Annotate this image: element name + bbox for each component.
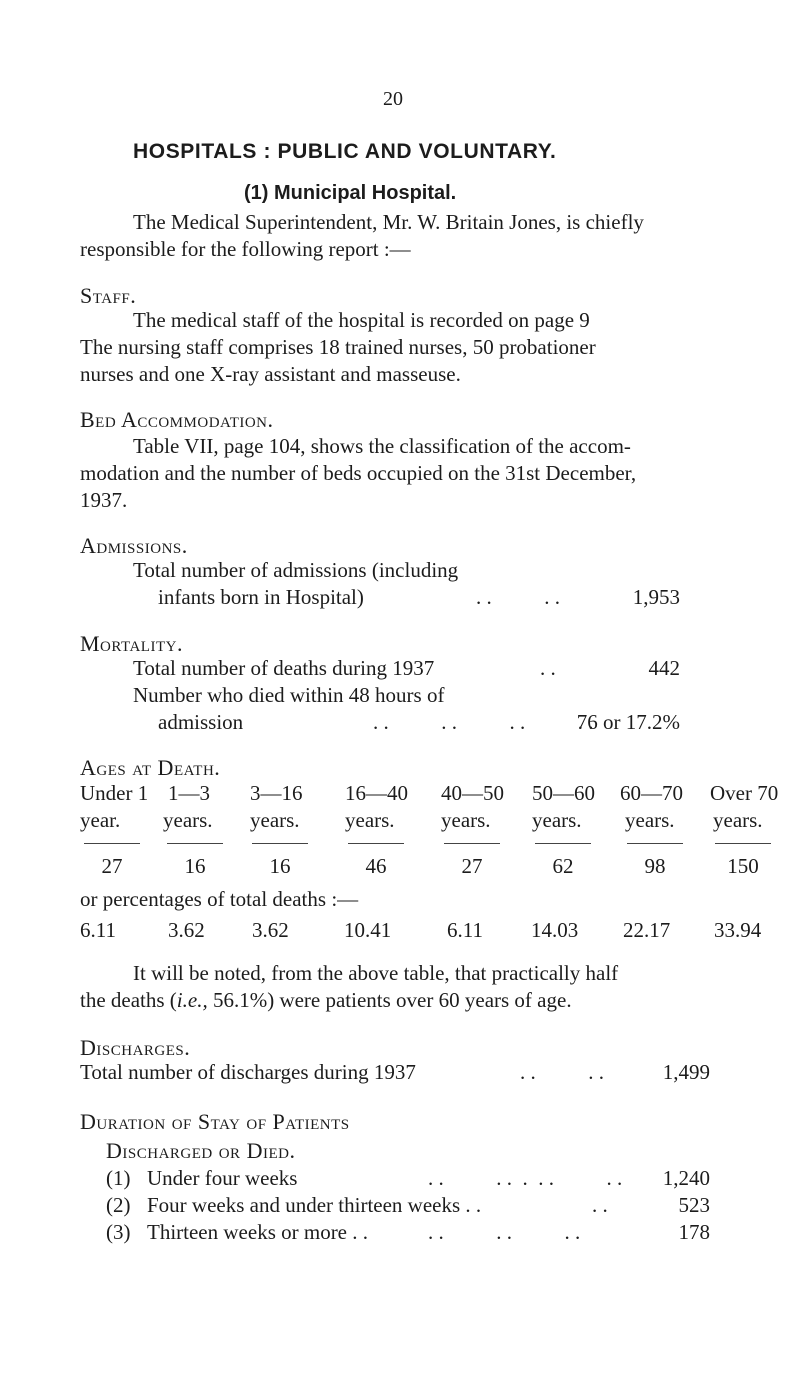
intro-line-1: The Medical Superintendent, Mr. W. Britain Jones, is chiefly	[133, 210, 644, 234]
age-group-0-bottom: year.	[80, 808, 121, 832]
staff-heading: Staff.	[80, 283, 137, 308]
note-line-2-end: 56.1%) were patients over 60 years of age.	[207, 988, 572, 1012]
bed-line-3: 1937.	[80, 488, 128, 512]
death-percentage: 10.41	[344, 918, 392, 942]
column-rule	[84, 843, 140, 844]
death-count: 150	[727, 854, 759, 878]
duration-heading: Duration of Stay of Patients	[80, 1109, 350, 1134]
admissions-heading: Admissions.	[80, 533, 188, 558]
duration-item-label: Thirteen weeks or more . .	[147, 1220, 369, 1244]
staff-line-3: nurses and one X-ray assistant and masseuse.	[80, 362, 461, 386]
admissions-label-1: Total number of admissions (including	[133, 558, 459, 582]
staff-line-2: The nursing staff comprises 18 trained nurses, 50 probationer	[80, 335, 596, 359]
intro-line-2: responsible for the following report :—	[80, 237, 411, 261]
discharges-dots: . . . .	[520, 1060, 604, 1084]
column-rule	[167, 843, 223, 844]
death-count: 16	[269, 854, 291, 878]
note-line-1: It will be noted, from the above table, that practically half	[133, 961, 619, 985]
death-counts-row	[0, 853, 800, 880]
within-48-dots: . . . . . . . .	[373, 710, 594, 734]
age-group-2-top: 3—16	[250, 781, 303, 805]
age-groups-top-row	[0, 780, 800, 807]
duration-item-dots: . . . . . .	[428, 1220, 581, 1244]
deaths-dots: . .	[540, 656, 556, 680]
duration-item-dots: . .	[592, 1193, 608, 1217]
admissions-value: 1,953	[632, 585, 680, 609]
column-rule	[252, 843, 308, 844]
age-group-1-bottom: years.	[163, 808, 213, 832]
page-number: 20	[383, 88, 403, 110]
age-group-0-top: Under 1	[80, 781, 149, 805]
duration-item-value: 178	[678, 1220, 710, 1244]
bed-line-2: modation and the number of beds occupied on the 31st December,	[80, 461, 637, 485]
age-groups-bottom-row	[0, 807, 800, 834]
deaths-label: Total number of deaths during 1937	[133, 656, 435, 680]
death-percentage: 14.03	[531, 918, 579, 942]
age-group-6-bottom: years.	[625, 808, 675, 832]
duration-item-3	[0, 1219, 800, 1246]
death-count: 62	[552, 854, 574, 878]
death-percentage: 33.94	[714, 918, 762, 942]
death-percentage: 6.11	[80, 918, 116, 942]
age-group-5-top: 50—60	[532, 781, 595, 805]
death-percentage: 3.62	[168, 918, 205, 942]
discharges-value: 1,499	[662, 1060, 710, 1084]
duration-subheading: Discharged or Died.	[106, 1138, 296, 1163]
admissions-label-2: infants born in Hospital)	[158, 585, 364, 609]
note-line-2-start: the deaths (	[80, 988, 177, 1012]
ages-heading: Ages at Death.	[80, 755, 221, 780]
duration-item-number: (3)	[106, 1220, 131, 1244]
column-rule	[444, 843, 500, 844]
column-rule	[715, 843, 771, 844]
age-group-4-top: 40—50	[441, 781, 504, 805]
column-rule	[348, 843, 404, 844]
column-rule	[627, 843, 683, 844]
within-48-label-1: Number who died within 48 hours of	[133, 683, 445, 707]
death-percentage: 6.11	[447, 918, 483, 942]
subheading: (1) Municipal Hospital.	[244, 182, 457, 204]
percentages-row	[0, 917, 800, 944]
death-percentage: 3.62	[252, 918, 289, 942]
duration-item-1	[0, 1165, 800, 1192]
duration-item-label: Four weeks and under thirteen weeks . .	[147, 1193, 482, 1217]
deaths-value: 442	[648, 656, 680, 680]
note-line-2-italic: i.e.,	[176, 988, 208, 1012]
bed-heading: Bed Accommodation.	[80, 407, 274, 432]
duration-item-value: 523	[678, 1193, 710, 1217]
age-group-3-bottom: years.	[345, 808, 395, 832]
admissions-dots: . . . .	[476, 585, 560, 609]
age-group-5-bottom: years.	[532, 808, 582, 832]
duration-item-number: (2)	[106, 1193, 131, 1217]
duration-item-2	[0, 1192, 800, 1219]
age-group-7-bottom: years.	[713, 808, 763, 832]
death-percentage: 22.17	[623, 918, 671, 942]
age-group-2-bottom: years.	[250, 808, 300, 832]
discharges-heading: Discharges.	[80, 1035, 191, 1060]
death-count: 98	[644, 854, 666, 878]
main-heading: HOSPITALS : PUBLIC AND VOLUNTARY.	[133, 140, 557, 163]
percent-label: or percentages of total deaths :—	[80, 887, 359, 911]
duration-item-label: Under four weeks	[147, 1166, 298, 1190]
death-count: 27	[461, 854, 483, 878]
staff-line-1: The medical staff of the hospital is recorded on page 9	[133, 308, 590, 332]
mortality-heading: Mortality.	[80, 631, 183, 656]
within-48-label-2: admission	[158, 710, 244, 734]
age-group-6-top: 60—70	[620, 781, 683, 805]
age-group-7-top: Over 70	[710, 781, 779, 805]
bed-line-1: Table VII, page 104, shows the classification of the accom-	[133, 434, 631, 458]
death-count: 16	[184, 854, 206, 878]
duration-item-value: 1,240	[662, 1166, 710, 1190]
death-count: 27	[101, 854, 123, 878]
note-line-2	[80, 987, 572, 1014]
duration-item-number: (1)	[106, 1166, 131, 1190]
discharges-label: Total number of discharges during 1937	[80, 1060, 416, 1084]
death-count: 46	[365, 854, 387, 878]
age-group-4-bottom: years.	[441, 808, 491, 832]
age-group-3-top: 16—40	[345, 781, 408, 805]
duration-item-dots: . . . . . . . . .	[428, 1166, 623, 1190]
column-rule	[535, 843, 591, 844]
age-group-1-top: 1—3	[168, 781, 210, 805]
within-48-value: 76 or 17.2%	[576, 710, 680, 734]
